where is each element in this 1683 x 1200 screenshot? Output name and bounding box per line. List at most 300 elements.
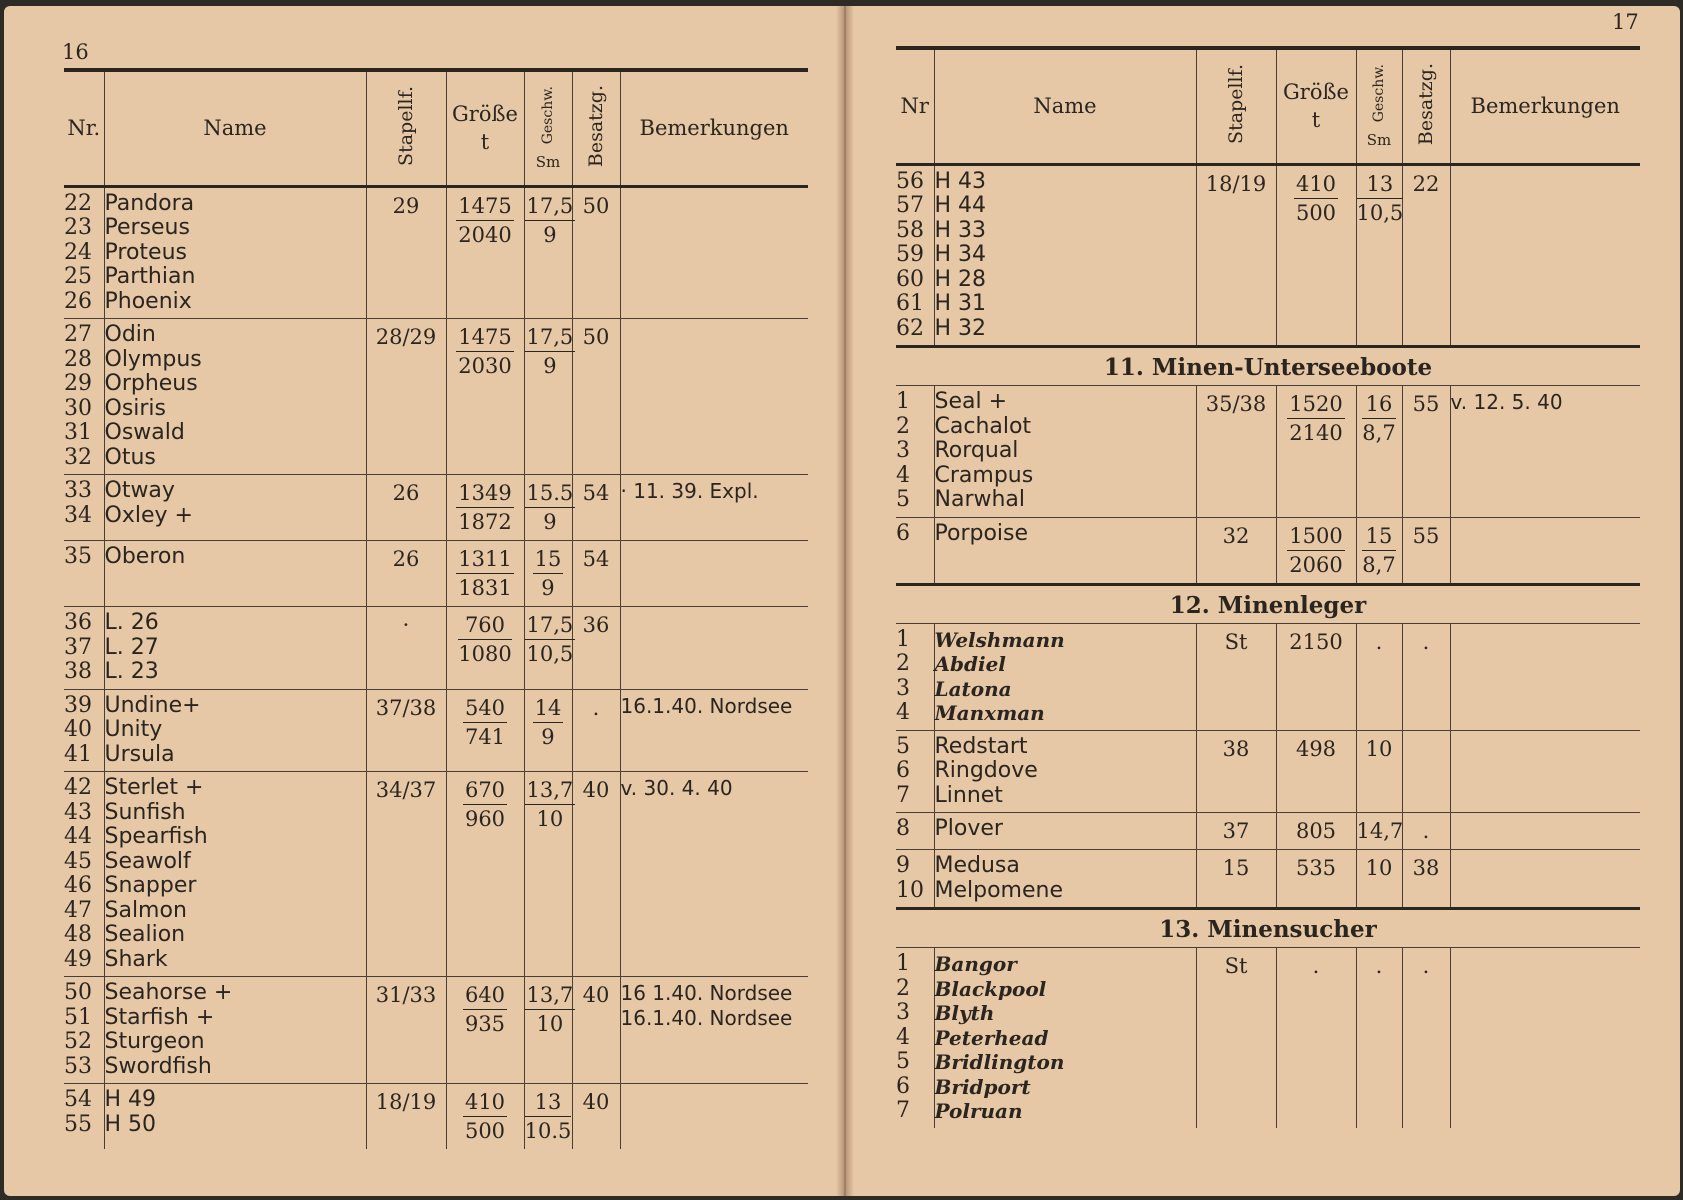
table-row bbox=[896, 813, 1640, 850]
ship-name: Odin bbox=[104, 322, 156, 347]
nr-value: 24 bbox=[64, 239, 92, 265]
name-cell bbox=[934, 813, 1196, 850]
table-row bbox=[64, 607, 808, 690]
table-row bbox=[896, 386, 1640, 518]
bemerkungen-cell bbox=[620, 541, 808, 607]
table-row bbox=[896, 623, 1640, 730]
book-gutter bbox=[836, 6, 854, 1196]
groesse-cell bbox=[1276, 386, 1356, 518]
fraction bbox=[525, 981, 576, 1038]
name-cell bbox=[104, 1084, 366, 1150]
geschwindigkeit-cell bbox=[1356, 386, 1402, 518]
bemerkungen-cell bbox=[1450, 164, 1640, 347]
value-top: 410 bbox=[1294, 170, 1338, 199]
nr-value: 22 bbox=[64, 190, 92, 216]
nr-value: 4 bbox=[896, 1024, 910, 1050]
nr-cell bbox=[64, 689, 104, 772]
geschwindigkeit-cell bbox=[1356, 517, 1402, 584]
name-cell bbox=[104, 772, 366, 977]
value-bottom: 9 bbox=[543, 354, 557, 378]
nr-value: 44 bbox=[64, 824, 92, 849]
value-top: 15 bbox=[533, 545, 564, 574]
table-row bbox=[896, 730, 1640, 813]
nr-value: 43 bbox=[64, 799, 92, 825]
geschwindigkeit-cell bbox=[524, 772, 572, 977]
nr-value: 7 bbox=[896, 1098, 910, 1123]
stapellauf-cell: St bbox=[1196, 623, 1276, 730]
value-bottom: 2040 bbox=[458, 222, 512, 247]
value-bottom: 935 bbox=[464, 1012, 506, 1036]
geschwindigkeit-cell bbox=[524, 1084, 572, 1150]
ship-name: Crampus bbox=[934, 462, 1034, 488]
bemerkungen-cell bbox=[1450, 517, 1640, 584]
name-cell bbox=[934, 623, 1196, 730]
ship-name: Welshmann bbox=[934, 627, 1065, 652]
table-row bbox=[64, 772, 808, 977]
ship-name: Phoenix bbox=[104, 288, 192, 314]
fraction bbox=[456, 192, 513, 249]
stapellauf-cell: 37 bbox=[1196, 813, 1276, 850]
groesse-cell bbox=[446, 1084, 524, 1150]
bemerkungen-cell bbox=[620, 977, 808, 1084]
col-groesse: Größe t bbox=[1276, 48, 1356, 164]
stapellauf-cell: 34/37 bbox=[366, 772, 446, 977]
stapellauf-cell: 37/38 bbox=[366, 689, 446, 772]
value-bottom: 9 bbox=[541, 576, 555, 600]
nr-value: 32 bbox=[64, 444, 92, 470]
value-bottom: 2060 bbox=[1289, 552, 1343, 577]
ship-name: Swordfish bbox=[104, 1053, 212, 1079]
section-title: 13. Minensucher bbox=[896, 909, 1640, 948]
stapellauf-cell: 35/38 bbox=[1196, 386, 1276, 518]
ship-name: L. 26 bbox=[104, 610, 159, 635]
ship-name: Perseus bbox=[104, 215, 190, 240]
ship-name: Pandora bbox=[104, 190, 195, 216]
fraction bbox=[1287, 522, 1344, 579]
groesse-cell bbox=[446, 607, 524, 690]
nr-cell bbox=[64, 186, 104, 319]
nr-value: 50 bbox=[64, 980, 92, 1005]
value-top: 14 bbox=[533, 694, 564, 723]
nr-value: 49 bbox=[64, 946, 92, 972]
table-row bbox=[64, 186, 808, 319]
value-top: 1500 bbox=[1287, 522, 1344, 551]
ship-name: Sealion bbox=[104, 922, 186, 947]
nr-value: 58 bbox=[896, 217, 924, 243]
ship-name: Salmon bbox=[104, 897, 187, 923]
nr-value: 6 bbox=[896, 1073, 910, 1099]
value-bottom: 1831 bbox=[458, 576, 512, 600]
nr-value: 1 bbox=[896, 389, 910, 414]
fraction bbox=[456, 545, 513, 602]
groesse-cell bbox=[1276, 164, 1356, 347]
ship-name: L. 23 bbox=[104, 659, 159, 684]
besatzung-cell: 22 bbox=[1402, 164, 1450, 347]
ship-name: Unity bbox=[104, 717, 163, 742]
bemerkungen-cell bbox=[620, 689, 808, 772]
nr-value: 28 bbox=[64, 346, 92, 372]
groesse-cell: 805 bbox=[1276, 813, 1356, 850]
ship-name: H 31 bbox=[934, 291, 987, 316]
ship-name: Otway bbox=[104, 478, 175, 503]
groesse-cell: 2150 bbox=[1276, 623, 1356, 730]
nr-cell bbox=[64, 541, 104, 607]
ship-name: H 49 bbox=[104, 1087, 157, 1112]
besatzung-cell: 50 bbox=[572, 186, 620, 319]
value-top: 17,5 bbox=[525, 323, 576, 352]
stapellauf-cell: 26 bbox=[366, 475, 446, 541]
section-title: 12. Minenleger bbox=[896, 584, 1640, 623]
nr-value: 7 bbox=[896, 782, 910, 808]
fraction bbox=[463, 776, 507, 833]
value-bottom: 10 bbox=[536, 807, 564, 831]
nr-value: 48 bbox=[64, 922, 92, 947]
right-page-number: 17 bbox=[1612, 10, 1639, 34]
besatzung-cell: 55 bbox=[1402, 386, 1450, 518]
col-stapellauf: Stapellf. bbox=[366, 70, 446, 186]
nr-value: 31 bbox=[64, 420, 92, 445]
geschwindigkeit-cell: . bbox=[1356, 948, 1402, 1128]
ship-name: Oxley + bbox=[104, 502, 193, 528]
besatzung-cell: 40 bbox=[572, 772, 620, 977]
nr-value: 60 bbox=[896, 266, 924, 292]
value-bottom: 9 bbox=[543, 510, 557, 534]
remark: 16.1.40. Nordsee bbox=[620, 693, 793, 718]
besatzung-cell: 40 bbox=[572, 977, 620, 1084]
geschwindigkeit-cell bbox=[524, 541, 572, 607]
ship-name: Sunfish bbox=[104, 799, 186, 825]
ship-name: H 28 bbox=[934, 266, 987, 292]
nr-value: 3 bbox=[896, 1000, 910, 1025]
fraction bbox=[1362, 522, 1395, 579]
ship-name: Olympus bbox=[104, 346, 202, 372]
ship-name: L. 27 bbox=[104, 634, 159, 660]
nr-value: 36 bbox=[64, 610, 92, 635]
nr-value: 3 bbox=[896, 438, 910, 463]
besatzung-cell: 54 bbox=[572, 475, 620, 541]
ship-name: Sturgeon bbox=[104, 1029, 205, 1054]
ship-name: Cachalot bbox=[934, 413, 1032, 439]
nr-value: 1 bbox=[896, 626, 910, 652]
name-cell bbox=[934, 164, 1196, 347]
value-top: 1311 bbox=[456, 545, 513, 574]
section-title: 11. Minen-Unterseeboote bbox=[896, 347, 1640, 386]
fraction bbox=[525, 323, 576, 380]
ship-name: Porpoise bbox=[934, 520, 1029, 546]
left-page-number: 16 bbox=[62, 40, 89, 64]
name-cell bbox=[104, 319, 366, 475]
besatzung-cell: 55 bbox=[1402, 517, 1450, 584]
bemerkungen-cell bbox=[620, 772, 808, 977]
fraction bbox=[1294, 170, 1338, 227]
value-top: 410 bbox=[463, 1088, 507, 1117]
fraction bbox=[525, 776, 576, 833]
value-top: 17,5 bbox=[525, 611, 576, 640]
value-top: 13 bbox=[525, 1088, 572, 1117]
nr-value: 5 bbox=[896, 733, 910, 759]
nr-value: 52 bbox=[64, 1029, 92, 1054]
geschwindigkeit-cell: 14,7 bbox=[1356, 813, 1402, 850]
stapellauf-cell: 28/29 bbox=[366, 319, 446, 475]
ship-name: Seawolf bbox=[104, 848, 191, 874]
groesse-cell bbox=[1276, 517, 1356, 584]
right-ship-table bbox=[896, 46, 1640, 1128]
value-bottom: 10.5 bbox=[524, 1119, 572, 1143]
ship-name: Snapper bbox=[104, 873, 197, 898]
groesse-cell bbox=[446, 319, 524, 475]
geschwindigkeit-cell bbox=[1356, 164, 1402, 347]
ship-name: Melpomene bbox=[934, 877, 1063, 903]
ship-name: Parthian bbox=[104, 264, 196, 289]
remark: 16 1.40. Nordsee bbox=[620, 981, 793, 1005]
ship-name: Bangor bbox=[934, 952, 1017, 976]
nr-value: 51 bbox=[64, 1004, 92, 1030]
table-row bbox=[896, 517, 1640, 584]
besatzung-cell: 54 bbox=[572, 541, 620, 607]
bemerkungen-cell bbox=[620, 607, 808, 690]
fraction bbox=[463, 1088, 507, 1145]
value-top: 13 bbox=[1357, 170, 1404, 199]
nr-value: 33 bbox=[64, 478, 92, 503]
groesse-cell bbox=[446, 541, 524, 607]
value-bottom: 500 bbox=[464, 1119, 506, 1143]
col-geschwindigkeit: Geschw. Sm bbox=[1356, 48, 1402, 164]
nr-cell bbox=[896, 850, 934, 909]
ship-name: Linnet bbox=[934, 782, 1003, 808]
table-row bbox=[64, 475, 808, 541]
section-heading-row bbox=[896, 909, 1640, 948]
bemerkungen-cell bbox=[1450, 623, 1640, 730]
table-row bbox=[64, 977, 808, 1084]
nr-value: 6 bbox=[896, 758, 910, 783]
nr-cell bbox=[64, 1084, 104, 1150]
stapellauf-cell: 18/19 bbox=[1196, 164, 1276, 347]
ship-name: Osiris bbox=[104, 395, 167, 421]
stapellauf-cell: 31/33 bbox=[366, 977, 446, 1084]
value-bottom: 10,5 bbox=[1356, 200, 1404, 225]
nr-value: 3 bbox=[896, 675, 910, 701]
groesse-cell bbox=[446, 689, 524, 772]
ship-name: Latona bbox=[934, 676, 1012, 701]
fraction bbox=[458, 611, 511, 668]
ship-name: Ringdove bbox=[934, 758, 1038, 783]
value-top: 760 bbox=[458, 611, 511, 640]
value-top: 17,5 bbox=[525, 192, 576, 221]
nr-value: 6 bbox=[896, 520, 910, 546]
left-ship-table bbox=[64, 68, 808, 1149]
nr-value: 10 bbox=[896, 877, 924, 903]
section-heading-row bbox=[896, 584, 1640, 623]
bemerkungen-cell bbox=[1450, 730, 1640, 813]
nr-value: 35 bbox=[64, 544, 92, 569]
nr-value: 45 bbox=[64, 848, 92, 874]
value-top: 1349 bbox=[456, 479, 513, 508]
table-row bbox=[64, 689, 808, 772]
table-row bbox=[896, 948, 1640, 1128]
nr-cell bbox=[64, 977, 104, 1084]
fraction bbox=[525, 192, 576, 249]
ship-name: Blackpool bbox=[934, 976, 1047, 1001]
nr-value: 34 bbox=[64, 502, 92, 528]
geschwindigkeit-cell bbox=[524, 977, 572, 1084]
ship-name: Medusa bbox=[934, 853, 1020, 878]
besatzung-cell bbox=[1402, 730, 1450, 813]
ship-name: H 43 bbox=[934, 168, 987, 194]
besatzung-cell: 38 bbox=[1402, 850, 1450, 909]
groesse-cell bbox=[446, 475, 524, 541]
name-cell bbox=[104, 186, 366, 319]
bemerkungen-cell bbox=[1450, 813, 1640, 850]
nr-cell bbox=[64, 319, 104, 475]
besatzung-cell: . bbox=[1402, 813, 1450, 850]
groesse-cell: 498 bbox=[1276, 730, 1356, 813]
stapellauf-cell: 15 bbox=[1196, 850, 1276, 909]
name-cell bbox=[104, 475, 366, 541]
fraction bbox=[456, 479, 513, 536]
nr-value: 53 bbox=[64, 1053, 92, 1079]
value-bottom: 1872 bbox=[458, 510, 512, 534]
name-cell bbox=[104, 541, 366, 607]
nr-value: 25 bbox=[64, 264, 92, 289]
ship-name: Proteus bbox=[104, 239, 187, 265]
nr-value: 40 bbox=[64, 717, 92, 742]
value-top: 540 bbox=[463, 694, 507, 723]
nr-cell bbox=[896, 948, 934, 1128]
name-cell bbox=[104, 977, 366, 1084]
remark: v. 12. 5. 40 bbox=[1450, 390, 1563, 414]
ship-name: Narwhal bbox=[934, 487, 1026, 512]
stapellauf-cell: St bbox=[1196, 948, 1276, 1128]
col-geschwindigkeit: Geschw. Sm bbox=[524, 70, 572, 186]
nr-value: 23 bbox=[64, 215, 92, 240]
ship-name: Abdiel bbox=[934, 652, 1006, 676]
stapellauf-cell: 32 bbox=[1196, 517, 1276, 584]
besatzung-cell: 50 bbox=[572, 319, 620, 475]
ship-name: Peterhead bbox=[934, 1025, 1049, 1050]
ship-name: Bridlington bbox=[934, 1050, 1065, 1074]
bemerkungen-cell bbox=[1450, 386, 1640, 518]
remark: · 11. 39. Expl. bbox=[620, 479, 759, 503]
col-nr: Nr. bbox=[64, 70, 104, 186]
col-bemerkungen: Bemerkungen bbox=[1450, 48, 1640, 164]
bemerkungen-cell bbox=[620, 186, 808, 319]
value-top: 16 bbox=[1362, 390, 1395, 419]
nr-value: 2 bbox=[896, 975, 910, 1001]
nr-value: 8 bbox=[896, 816, 910, 841]
ship-name: Seahorse + bbox=[104, 980, 233, 1005]
name-cell bbox=[934, 948, 1196, 1128]
nr-value: 59 bbox=[896, 242, 924, 267]
value-top: 13,7 bbox=[525, 981, 576, 1010]
bemerkungen-cell bbox=[1450, 850, 1640, 909]
nr-value: 30 bbox=[64, 395, 92, 421]
nr-value: 54 bbox=[64, 1087, 92, 1112]
table-row bbox=[896, 850, 1640, 909]
ship-name: Oswald bbox=[104, 420, 185, 445]
ship-name: H 32 bbox=[934, 315, 987, 341]
geschwindigkeit-cell bbox=[524, 475, 572, 541]
groesse-cell: . bbox=[1276, 948, 1356, 1128]
name-cell bbox=[934, 730, 1196, 813]
nr-value: 4 bbox=[896, 700, 910, 725]
value-top: 1520 bbox=[1287, 390, 1344, 419]
ship-name: Polruan bbox=[934, 1099, 1023, 1123]
nr-value: 41 bbox=[64, 741, 92, 767]
col-name: Name bbox=[934, 48, 1196, 164]
value-bottom: 741 bbox=[464, 724, 506, 749]
value-top: 640 bbox=[463, 981, 507, 1010]
bemerkungen-cell bbox=[620, 475, 808, 541]
ship-name: H 34 bbox=[934, 242, 987, 267]
value-top: 670 bbox=[463, 776, 507, 805]
besatzung-cell: . bbox=[1402, 948, 1450, 1128]
value-bottom: 8,7 bbox=[1362, 421, 1396, 445]
geschwindigkeit-cell: 10 bbox=[1356, 730, 1402, 813]
value-bottom: 10,5 bbox=[526, 642, 574, 666]
nr-cell bbox=[896, 386, 934, 518]
stapellauf-cell: 29 bbox=[366, 186, 446, 319]
nr-value: 29 bbox=[64, 371, 92, 396]
value-bottom: 960 bbox=[464, 807, 506, 831]
col-bemerkungen: Bemerkungen bbox=[620, 70, 808, 186]
nr-cell bbox=[896, 623, 934, 730]
value-bottom: 9 bbox=[543, 222, 557, 247]
fraction bbox=[525, 611, 576, 668]
fraction bbox=[463, 981, 507, 1038]
ship-name: Blyth bbox=[934, 1001, 995, 1025]
fraction bbox=[1357, 170, 1404, 227]
besatzung-cell: . bbox=[1402, 623, 1450, 730]
nr-cell bbox=[64, 772, 104, 977]
nr-value: 27 bbox=[64, 322, 92, 347]
nr-value: 47 bbox=[64, 897, 92, 923]
value-top: 13,7 bbox=[525, 776, 576, 805]
value-bottom: 2030 bbox=[458, 354, 512, 378]
col-besatzung: Besatzg. bbox=[1402, 48, 1450, 164]
name-cell bbox=[934, 517, 1196, 584]
value-top: 1475 bbox=[456, 323, 513, 352]
fraction bbox=[463, 694, 507, 751]
ship-name: Undine+ bbox=[104, 692, 201, 718]
nr-value: 9 bbox=[896, 853, 910, 878]
value-top: 15 bbox=[1362, 522, 1395, 551]
ship-name: Otus bbox=[104, 444, 156, 470]
ship-name: Redstart bbox=[934, 733, 1028, 759]
ship-name: Orpheus bbox=[104, 371, 198, 396]
col-besatzung: Besatzg. bbox=[572, 70, 620, 186]
geschwindigkeit-cell: . bbox=[1356, 623, 1402, 730]
col-stapellauf: Stapellf. bbox=[1196, 48, 1276, 164]
ship-name: Shark bbox=[104, 946, 168, 972]
nr-value: 2 bbox=[896, 651, 910, 676]
groesse-cell bbox=[446, 186, 524, 319]
stapellauf-cell: 18/19 bbox=[366, 1084, 446, 1150]
nr-value: 55 bbox=[64, 1111, 92, 1137]
bemerkungen-cell bbox=[620, 1084, 808, 1150]
value-bottom: 2140 bbox=[1289, 421, 1343, 445]
table-row bbox=[64, 1084, 808, 1150]
ship-name: Manxman bbox=[934, 701, 1045, 725]
fraction bbox=[525, 1088, 572, 1145]
nr-value: 1 bbox=[896, 951, 910, 976]
geschwindigkeit-cell bbox=[524, 607, 572, 690]
nr-value: 2 bbox=[896, 413, 910, 439]
value-bottom: 500 bbox=[1295, 200, 1337, 225]
ship-name: Starfish + bbox=[104, 1004, 215, 1030]
stapellauf-cell: 38 bbox=[1196, 730, 1276, 813]
fraction bbox=[1287, 390, 1344, 447]
bemerkungen-cell bbox=[1450, 948, 1640, 1128]
